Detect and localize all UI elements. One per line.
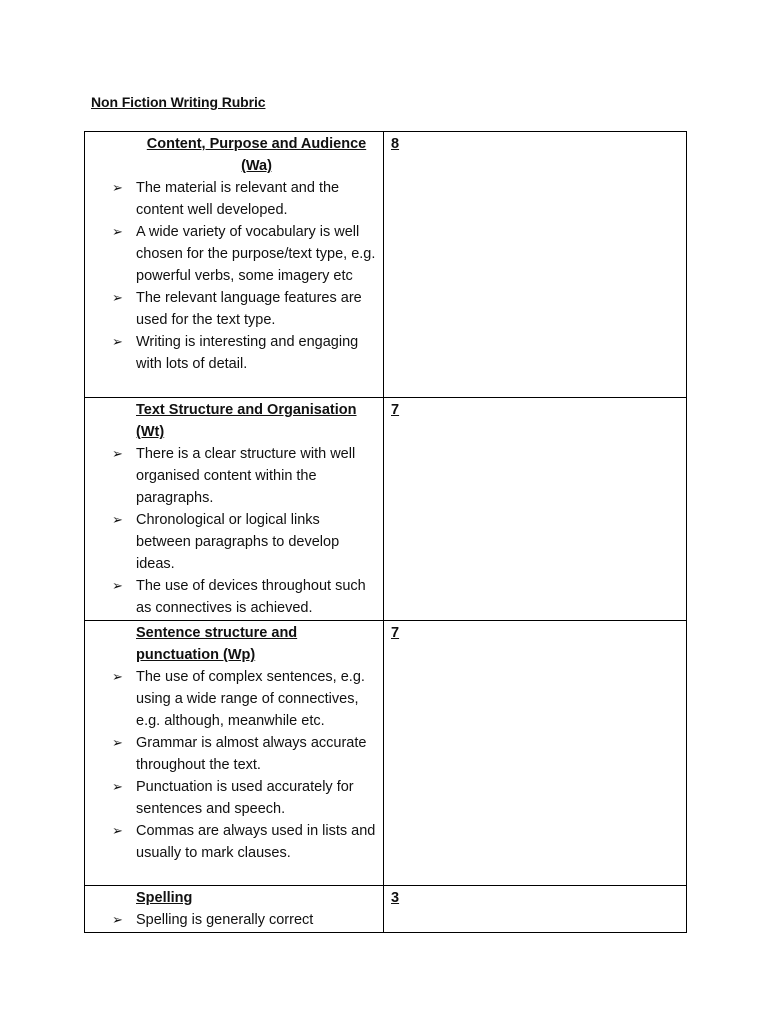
criteria-text: The material is relevant and the content well developed.: [136, 180, 340, 218]
arrowhead-bullet-icon: ➢: [112, 578, 123, 593]
criteria-text: Spelling is generally correct: [136, 912, 314, 928]
arrowhead-bullet-icon: ➢: [112, 823, 123, 838]
criteria-cell: [85, 132, 384, 398]
criteria-list: [85, 909, 377, 931]
criteria-text: The relevant language features are used for the text type.: [136, 290, 362, 328]
arrowhead-bullet-icon: ➢: [112, 912, 123, 927]
list-item: [85, 509, 377, 575]
section-heading: Content, Purpose and Audience (Wa): [146, 136, 367, 174]
document-title: Non Fiction Writing Rubric: [91, 94, 266, 110]
arrowhead-bullet-icon: ➢: [112, 512, 123, 527]
arrowhead-bullet-icon: ➢: [112, 180, 123, 195]
criteria-text: Writing is interesting and engaging with lots of detail.: [136, 334, 359, 372]
score-cell: 7: [384, 621, 687, 886]
criteria-list: [85, 666, 377, 864]
criteria-cell: [85, 621, 384, 886]
criteria-list: [85, 177, 377, 375]
arrowhead-bullet-icon: ➢: [112, 735, 123, 750]
list-item: [85, 443, 377, 509]
criteria-text: There is a clear structure with well organised content within the paragraphs.: [136, 446, 356, 506]
criteria-text: Punctuation is used accurately for sentences and speech.: [136, 779, 354, 817]
criteria-text: Grammar is almost always accurate throughout the text.: [136, 735, 367, 773]
arrowhead-bullet-icon: ➢: [112, 224, 123, 239]
arrowhead-bullet-icon: ➢: [112, 669, 123, 684]
list-item: [85, 732, 377, 776]
list-item: [85, 666, 377, 732]
list-item: [85, 221, 377, 287]
section-heading: Spelling: [136, 890, 193, 906]
rubric-row-spelling: [85, 886, 687, 933]
arrowhead-bullet-icon: ➢: [112, 779, 123, 794]
list-item: [85, 776, 377, 820]
criteria-text: A wide variety of vocabulary is well chosen for the purpose/text type, e.g. powerful verbs, some imagery etc: [136, 224, 376, 284]
score-cell: 8: [384, 132, 687, 398]
criteria-list: [85, 443, 377, 619]
list-item: [85, 575, 377, 619]
criteria-cell: [85, 398, 384, 621]
criteria-text: The use of complex sentences, e.g. using a wide range of connectives, e.g. although, meanwhile etc.: [136, 669, 365, 729]
arrowhead-bullet-icon: ➢: [112, 446, 123, 461]
arrowhead-bullet-icon: ➢: [112, 334, 123, 349]
criteria-text: Commas are always used in lists and usually to mark clauses.: [136, 823, 376, 861]
list-item: [85, 331, 377, 375]
list-item: [85, 177, 377, 221]
rubric-table: [84, 131, 687, 933]
rubric-row-content-purpose-audience: [85, 132, 687, 398]
list-item: [85, 909, 377, 931]
criteria-text: The use of devices throughout such as connectives is achieved.: [136, 578, 366, 616]
score-cell: 7: [384, 398, 687, 621]
list-item: [85, 820, 377, 864]
criteria-text: Chronological or logical links between paragraphs to develop ideas.: [136, 512, 340, 572]
section-heading: Text Structure and Organisation (Wt): [136, 402, 357, 440]
score-cell: 3: [384, 886, 687, 933]
rubric-row-sentence-structure: [85, 621, 687, 886]
rubric-row-text-structure: [85, 398, 687, 621]
criteria-cell: [85, 886, 384, 933]
list-item: [85, 287, 377, 331]
section-heading: Sentence structure and punctuation (Wp): [136, 625, 298, 663]
arrowhead-bullet-icon: ➢: [112, 290, 123, 305]
